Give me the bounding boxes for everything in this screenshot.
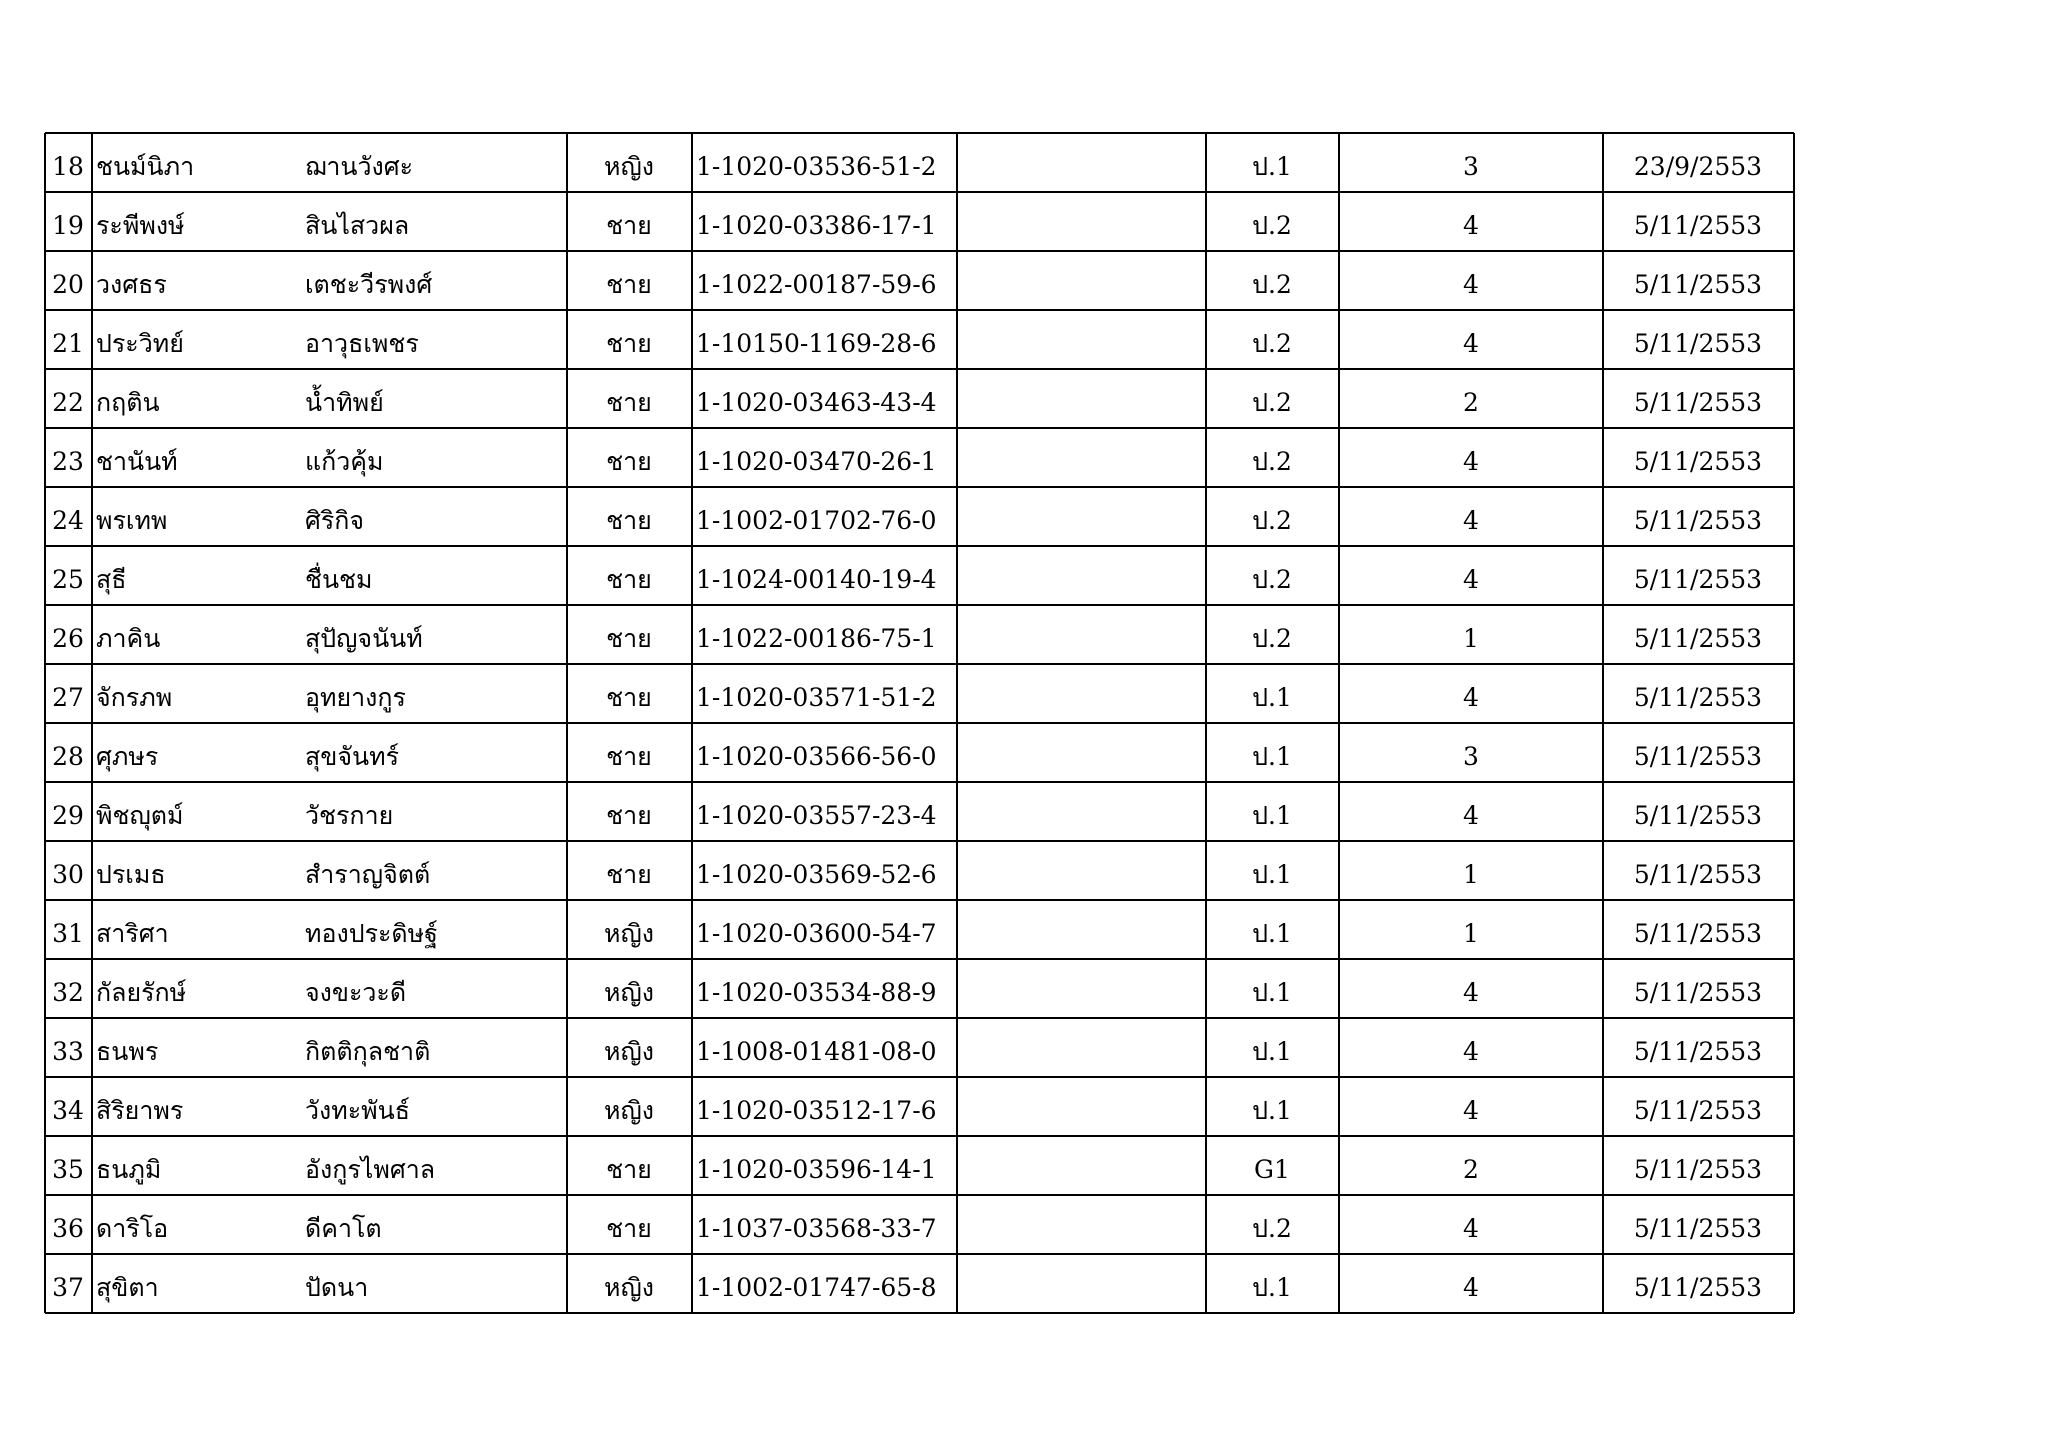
- row-number: 37: [52, 1273, 84, 1302]
- first-name: ประวิทย์: [96, 329, 184, 358]
- row-number: 35: [52, 1155, 84, 1184]
- blank-cell: [955, 1136, 1204, 1195]
- blank-cell: [955, 546, 1204, 605]
- blank-cell: [955, 1077, 1204, 1136]
- last-name: ศิริกิจ: [305, 506, 365, 535]
- id-number: 1-1020-03569-52-6: [696, 860, 937, 889]
- last-name: เตชะวีรพงศ์: [305, 270, 433, 299]
- grade: ป.2: [1252, 624, 1292, 653]
- grid-line: [45, 722, 1794, 724]
- grid-line: [45, 486, 1794, 488]
- grade: ป.2: [1252, 211, 1292, 240]
- row-number: 32: [52, 978, 84, 1007]
- id-number: 1-1020-03534-88-9: [696, 978, 937, 1007]
- first-name: ชานันท์: [96, 447, 178, 476]
- id-number: 1-1020-03557-23-4: [696, 801, 937, 830]
- first-name: พิชญุตม์: [96, 801, 184, 830]
- grade: ป.1: [1252, 919, 1292, 948]
- date: 5/11/2553: [1633, 447, 1763, 476]
- blank-cell: [955, 959, 1204, 1018]
- date: 5/11/2553: [1633, 329, 1763, 358]
- last-name: จงขะวะดี: [305, 978, 407, 1007]
- id-number: 1-1020-03512-17-6: [696, 1096, 937, 1125]
- id-number: 1-1022-00186-75-1: [696, 624, 937, 653]
- id-number: 1-1024-00140-19-4: [696, 565, 937, 594]
- first-name: จักรภพ: [96, 683, 173, 712]
- sex: ชาย: [606, 683, 652, 712]
- sex: หญิง: [604, 152, 654, 181]
- blank-cell: [955, 841, 1204, 900]
- sex: ชาย: [606, 270, 652, 299]
- grid-line: [45, 663, 1794, 665]
- date: 5/11/2553: [1633, 919, 1763, 948]
- first-name: พรเทพ: [96, 506, 168, 535]
- row-number: 18: [52, 152, 84, 181]
- grid-line: [45, 132, 1794, 134]
- blank-cell: [955, 192, 1204, 251]
- grade: ป.1: [1252, 1037, 1292, 1066]
- sex: หญิง: [604, 1096, 654, 1125]
- blank-cell: [955, 487, 1204, 546]
- first-name: ธนพร: [96, 1037, 159, 1066]
- id-number: 1-10150-1169-28-6: [696, 329, 937, 358]
- blank-cell: [955, 723, 1204, 782]
- last-name: วัชรกาย: [305, 801, 394, 830]
- first-name: ศุภษร: [96, 742, 159, 771]
- grid-line: [45, 427, 1794, 429]
- row-number: 20: [52, 270, 84, 299]
- grade: ป.1: [1252, 978, 1292, 1007]
- value: 4: [1463, 211, 1479, 240]
- id-number: 1-1020-03386-17-1: [696, 211, 937, 240]
- grade: ป.2: [1252, 329, 1292, 358]
- date: 5/11/2553: [1633, 1096, 1763, 1125]
- row-number: 36: [52, 1214, 84, 1243]
- first-name: ปรเมธ: [96, 860, 166, 889]
- last-name: น้ำทิพย์: [305, 388, 384, 417]
- grid-line: [45, 191, 1794, 193]
- id-number: 1-1020-03596-14-1: [696, 1155, 937, 1184]
- blank-cell: [955, 900, 1204, 959]
- value: 4: [1463, 1273, 1479, 1302]
- value: 4: [1463, 978, 1479, 1007]
- grade: ป.1: [1252, 1096, 1292, 1125]
- date: 5/11/2553: [1633, 978, 1763, 1007]
- value: 2: [1463, 388, 1479, 417]
- grid-line: [45, 1076, 1794, 1078]
- grade: ป.2: [1252, 388, 1292, 417]
- blank-cell: [955, 605, 1204, 664]
- last-name: สำราญจิตต์: [305, 860, 431, 889]
- sex: หญิง: [604, 978, 654, 1007]
- last-name: สินไสวผล: [305, 211, 410, 240]
- row-number: 33: [52, 1037, 84, 1066]
- date: 5/11/2553: [1633, 388, 1763, 417]
- grade: ป.1: [1252, 152, 1292, 181]
- sex: ชาย: [606, 742, 652, 771]
- grid-line: [1602, 133, 1604, 1313]
- date: 5/11/2553: [1633, 1214, 1763, 1243]
- value: 4: [1463, 1096, 1479, 1125]
- value: 4: [1463, 801, 1479, 830]
- blank-cell: [955, 782, 1204, 841]
- date: 5/11/2553: [1633, 801, 1763, 830]
- date: 5/11/2553: [1633, 270, 1763, 299]
- id-number: 1-1002-01747-65-8: [696, 1273, 937, 1302]
- row-number: 22: [52, 388, 84, 417]
- id-number: 1-1022-00187-59-6: [696, 270, 937, 299]
- value: 1: [1463, 860, 1479, 889]
- last-name: อังกูรไพศาล: [305, 1155, 436, 1184]
- id-number: 1-1020-03470-26-1: [696, 447, 937, 476]
- row-number: 29: [52, 801, 84, 830]
- grid-line: [44, 133, 46, 1313]
- date: 5/11/2553: [1633, 683, 1763, 712]
- row-number: 27: [52, 683, 84, 712]
- id-number: 1-1008-01481-08-0: [696, 1037, 937, 1066]
- date: 5/11/2553: [1633, 1273, 1763, 1302]
- id-number: 1-1020-03463-43-4: [696, 388, 937, 417]
- value: 4: [1463, 270, 1479, 299]
- date: 5/11/2553: [1633, 565, 1763, 594]
- grade: ป.2: [1252, 1214, 1292, 1243]
- first-name: ระพีพงษ์: [96, 211, 185, 240]
- grid-line: [45, 840, 1794, 842]
- sex: ชาย: [606, 329, 652, 358]
- id-number: 1-1020-03566-56-0: [696, 742, 937, 771]
- row-number: 19: [52, 211, 84, 240]
- grid-line: [45, 1253, 1794, 1255]
- last-name: อาวุธเพชร: [305, 329, 419, 358]
- grid-line: [691, 133, 693, 1313]
- last-name: ปัดนา: [305, 1273, 369, 1302]
- sex: ชาย: [606, 801, 652, 830]
- sex: หญิง: [604, 919, 654, 948]
- date: 5/11/2553: [1633, 211, 1763, 240]
- grade: ป.1: [1252, 683, 1292, 712]
- grade: ป.2: [1252, 447, 1292, 476]
- grid-line: [1205, 133, 1207, 1313]
- grade: ป.2: [1252, 270, 1292, 299]
- last-name: สุขจันทร์: [305, 742, 399, 771]
- row-number: 24: [52, 506, 84, 535]
- last-name: วังทะพันธ์: [305, 1096, 410, 1125]
- sex: ชาย: [606, 860, 652, 889]
- last-name: ดีคาโต: [305, 1214, 382, 1243]
- sex: ชาย: [606, 506, 652, 535]
- grid-line: [45, 545, 1794, 547]
- grid-line: [45, 1135, 1794, 1137]
- value: 4: [1463, 565, 1479, 594]
- grid-line: [566, 133, 568, 1313]
- value: 4: [1463, 329, 1479, 358]
- date: 5/11/2553: [1633, 1155, 1763, 1184]
- row-number: 31: [52, 919, 84, 948]
- grid-line: [45, 781, 1794, 783]
- blank-cell: [955, 251, 1204, 310]
- row-number: 34: [52, 1096, 84, 1125]
- grid-line: [45, 958, 1794, 960]
- value: 1: [1463, 624, 1479, 653]
- grid-line: [45, 1194, 1794, 1196]
- last-name: แก้วคุ้ม: [305, 447, 384, 476]
- id-number: 1-1020-03600-54-7: [696, 919, 937, 948]
- last-name: ฌานวังศะ: [305, 152, 414, 181]
- grade: ป.1: [1252, 1273, 1292, 1302]
- grid-line: [956, 133, 958, 1313]
- grid-line: [1793, 133, 1795, 1313]
- blank-cell: [955, 664, 1204, 723]
- grid-line: [45, 309, 1794, 311]
- value: 4: [1463, 447, 1479, 476]
- value: 3: [1463, 152, 1479, 181]
- date: 5/11/2553: [1633, 742, 1763, 771]
- first-name: ภาคิน: [96, 624, 161, 653]
- first-name: ธนภูมิ: [96, 1155, 162, 1184]
- first-name: สาริศา: [96, 919, 169, 948]
- last-name: กิตติกุลชาติ: [305, 1037, 431, 1066]
- row-number: 21: [52, 329, 84, 358]
- row-number: 25: [52, 565, 84, 594]
- first-name: สิริยาพร: [96, 1096, 184, 1125]
- blank-cell: [955, 1254, 1204, 1313]
- last-name: สุปัญจนันท์: [305, 624, 423, 653]
- sex: ชาย: [606, 1214, 652, 1243]
- row-number: 26: [52, 624, 84, 653]
- value: 4: [1463, 683, 1479, 712]
- blank-cell: [955, 1195, 1204, 1254]
- first-name: ชนม์นิภา: [96, 152, 195, 181]
- sex: ชาย: [606, 388, 652, 417]
- sex: ชาย: [606, 624, 652, 653]
- value: 4: [1463, 1037, 1479, 1066]
- grade: ป.1: [1252, 742, 1292, 771]
- grade: G1: [1254, 1155, 1290, 1184]
- blank-cell: [955, 310, 1204, 369]
- value: 1: [1463, 919, 1479, 948]
- first-name: กัลยรักษ์: [96, 978, 187, 1007]
- grade: ป.1: [1252, 801, 1292, 830]
- blank-cell: [955, 369, 1204, 428]
- sex: หญิง: [604, 1273, 654, 1302]
- first-name: ดาริโอ: [96, 1214, 169, 1243]
- value: 2: [1463, 1155, 1479, 1184]
- first-name: วงศธร: [96, 270, 167, 299]
- date: 5/11/2553: [1633, 860, 1763, 889]
- grid-line: [45, 1312, 1794, 1314]
- date: 5/11/2553: [1633, 624, 1763, 653]
- grid-line: [45, 899, 1794, 901]
- row-number: 23: [52, 447, 84, 476]
- value: 4: [1463, 1214, 1479, 1243]
- date: 23/9/2553: [1633, 152, 1763, 181]
- id-number: 1-1002-01702-76-0: [696, 506, 937, 535]
- first-name: สุขิตา: [96, 1273, 159, 1302]
- id-number: 1-1037-03568-33-7: [696, 1214, 937, 1243]
- grid-line: [45, 250, 1794, 252]
- date: 5/11/2553: [1633, 1037, 1763, 1066]
- grid-line: [45, 1017, 1794, 1019]
- value: 4: [1463, 506, 1479, 535]
- first-name: กฤติน: [96, 388, 160, 417]
- blank-cell: [955, 133, 1204, 192]
- last-name: ทองประดิษฐ์: [305, 919, 438, 948]
- sex: ชาย: [606, 211, 652, 240]
- id-number: 1-1020-03536-51-2: [696, 152, 937, 181]
- row-number: 28: [52, 742, 84, 771]
- blank-cell: [955, 428, 1204, 487]
- grade: ป.1: [1252, 860, 1292, 889]
- sex: หญิง: [604, 1037, 654, 1066]
- grid-line: [45, 368, 1794, 370]
- row-number: 30: [52, 860, 84, 889]
- value: 3: [1463, 742, 1479, 771]
- blank-cell: [955, 1018, 1204, 1077]
- first-name: สุธี: [96, 565, 127, 594]
- sex: ชาย: [606, 565, 652, 594]
- last-name: ชื่นชม: [305, 565, 373, 594]
- grid-line: [91, 133, 93, 1313]
- grid-line: [45, 604, 1794, 606]
- sex: ชาย: [606, 447, 652, 476]
- sex: ชาย: [606, 1155, 652, 1184]
- grade: ป.2: [1252, 506, 1292, 535]
- date: 5/11/2553: [1633, 506, 1763, 535]
- grid-line: [1338, 133, 1340, 1313]
- grade: ป.2: [1252, 565, 1292, 594]
- last-name: อุทยางกูร: [305, 683, 406, 712]
- id-number: 1-1020-03571-51-2: [696, 683, 937, 712]
